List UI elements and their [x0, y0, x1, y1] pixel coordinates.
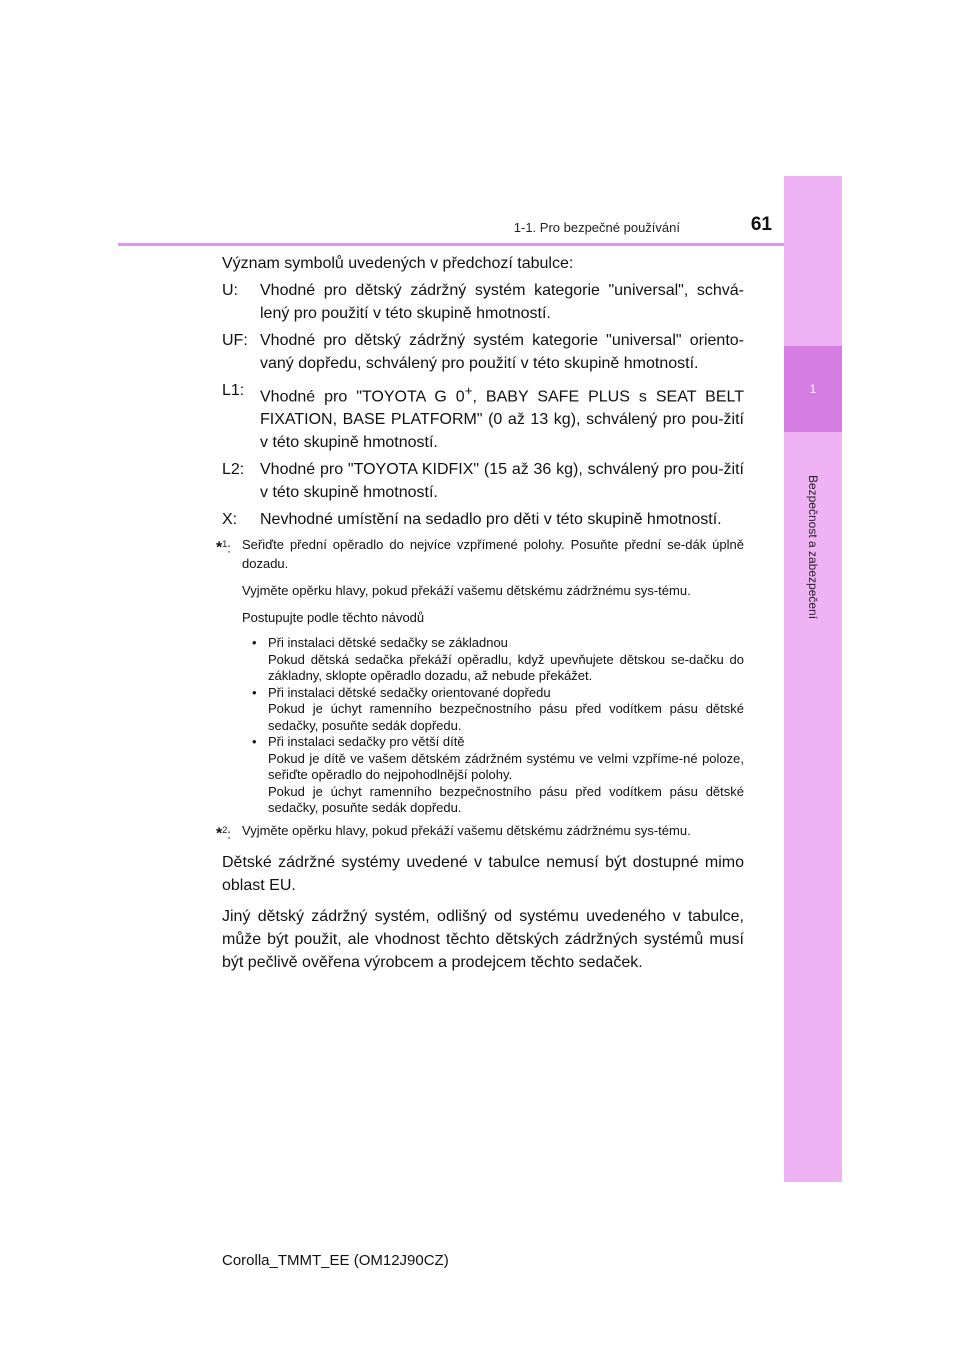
bullet-icon: • — [252, 635, 257, 651]
instruction-list — [242, 635, 744, 817]
footnote-colon: : — [227, 826, 231, 842]
list-item — [252, 635, 744, 685]
footnote-marker — [216, 821, 242, 843]
body-paragraph: Dětské zádržné systémy uvedené v tabulce nemusí být dostupné mimo oblast EU. — [222, 854, 744, 895]
definition-text-part: Vhodné pro "TOYOTA G 0 — [260, 388, 465, 406]
footnote-paragraph: Vyjměte opěrku hlavy, pokud překáží vašemu dětskému zádržnému sys-tému. — [242, 822, 691, 838]
list-item-title: Při instalaci dětské sedačky se základnou — [268, 635, 508, 651]
intro-text: Význam symbolů uvedených v předchozí tabulce: — [222, 255, 574, 272]
footnote-number: 2 — [222, 824, 228, 835]
page-number: 61 — [750, 214, 772, 235]
list-item-title: Při instalaci dětské sedačky orientované dopředu — [268, 684, 551, 700]
definition-text-part: , BABY SAFE PLUS s SEAT BELT FIXATION, BASE PLATFORM" (0 až 13 kg), schválený pro pou-žití v této skupině hmotností. — [260, 388, 745, 452]
list-item-text — [268, 734, 744, 817]
chapter-side-tab — [784, 176, 842, 1182]
list-item-body: Pokud je dítě ve vašem dětském zádržném systému ve velmi vzpříme-né poloze, seřiďte opěradlo do nejpohodlnější polohy. — [268, 750, 744, 783]
chapter-number: 1 — [809, 382, 817, 396]
body-paragraph: Jiný dětský zádržný systém, odlišný od systému uvedeného v tabulce, může být použit, ale vhodnost těchto dětských zádržných systémů musí být pečlivě ověřena výrobcem a prodejcem těchto sedaček. — [222, 908, 744, 972]
definition-code: X: — [222, 511, 238, 529]
list-item-text — [268, 685, 744, 735]
superscript-plus: + — [464, 383, 473, 398]
asterisk-icon: * — [216, 539, 223, 557]
definition-code: L2: — [222, 461, 245, 479]
definition-row — [222, 329, 744, 375]
document-footer: Corolla_TMMT_EE (OM12J90CZ) — [222, 1252, 449, 1269]
footnote-colon: : — [227, 540, 231, 556]
header-divider — [118, 243, 784, 246]
list-item-text — [268, 635, 744, 685]
definition-row — [222, 508, 744, 531]
chapter-label: Bezpečnost a zabezpečení — [806, 474, 821, 620]
definition-text: Vhodné pro "TOYOTA KIDFIX" (15 až 36 kg), schválený pro pou-žití v této skupině hmotností. — [260, 461, 744, 502]
definition-text: Vhodné pro dětský zádržný systém kategorie "universal", schvá-lený pro použití v této skupině hmotností. — [260, 282, 744, 322]
bullet-icon: • — [252, 684, 257, 700]
list-item — [252, 734, 744, 817]
page-content — [216, 252, 744, 974]
definition-code: UF: — [222, 332, 248, 349]
definition-code: L1: — [222, 382, 245, 399]
definition-row — [222, 279, 744, 325]
list-item-body: Pokud je úchyt ramenního bezpečnostního pásu před vodítkem pásu dětské sedačky, posuňte sedák dopředu. — [268, 701, 744, 733]
footnote-1 — [216, 535, 744, 817]
footnote-number: 1 — [222, 539, 228, 550]
definition-text — [260, 379, 744, 454]
list-item-title: Při instalaci sedačky pro větší dítě — [268, 734, 465, 750]
chapter-number-tab[interactable] — [784, 346, 842, 432]
asterisk-icon: * — [216, 825, 223, 843]
definition-code: U: — [222, 282, 238, 299]
section-title: 1-1. Pro bezpečné používání — [513, 220, 680, 235]
definition-text: Nevhodné umístění na sedadlo pro děti v této skupině hmotností. — [260, 511, 722, 529]
chapter-label-container — [784, 432, 842, 662]
definition-text: Vhodné pro dětský zádržný systém kategorie "universal" oriento-vaný dopředu, schválený pro použití v této skupině hmotností. — [260, 332, 744, 372]
footnote-marker — [216, 535, 242, 817]
footnote-paragraph: Vyjměte opěrku hlavy, pokud překáží vašemu dětskému zádržnému sys-tému. — [242, 583, 691, 599]
footnote-body — [242, 821, 744, 843]
footnote-body — [242, 535, 744, 817]
footnote-2 — [216, 821, 744, 843]
bullet-icon: • — [252, 734, 257, 750]
footnote-paragraph: Seřiďte přední opěradlo do nejvíce vzpřímené polohy. Posuňte přední se-dák úplně dozadu. — [242, 537, 744, 572]
footnote-paragraph: Postupujte podle těchto návodů — [242, 610, 425, 626]
list-item-body: Pokud je úchyt ramenního bezpečnostního pásu před vodítkem pásu dětské sedačky, posuňte sedák dopředu. — [268, 783, 744, 816]
definition-row — [222, 379, 744, 454]
list-item-body: Pokud dětská sedačka překáží opěradlu, když upevňujete dětskou se-dačku do základny, sklopte opěradlo dozadu, až nebude překážet. — [268, 651, 744, 684]
list-item — [252, 685, 744, 735]
definition-row — [222, 458, 744, 504]
